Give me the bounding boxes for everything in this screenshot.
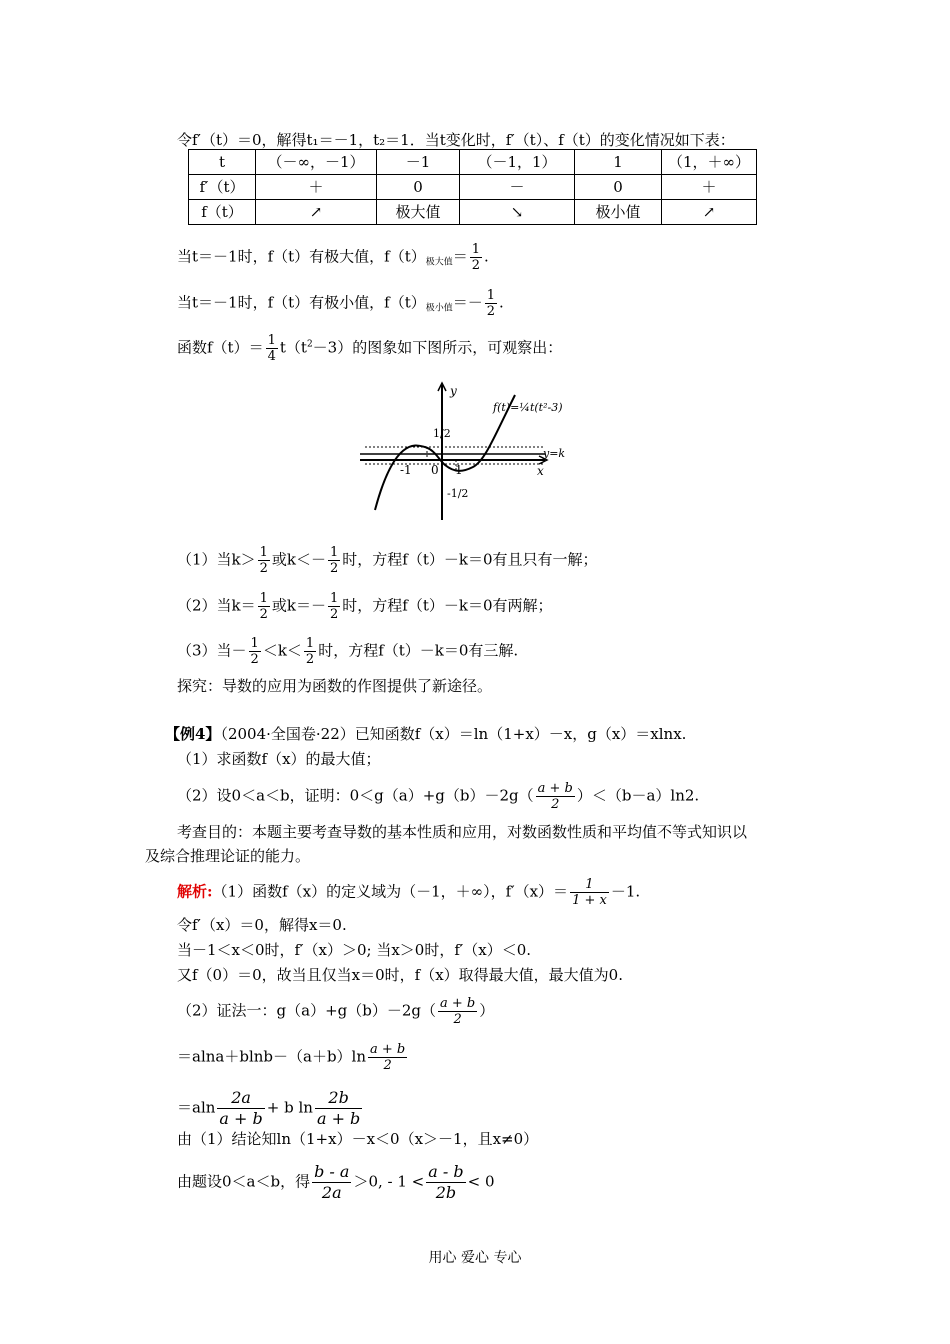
fraction: $\frac{1}{2}$ (471, 242, 481, 273)
fraction: $\frac{2a}{a + b}$ (219, 1088, 263, 1128)
purpose-line-1: 考查目的：本题主要考查导数的基本性质和应用，对数函数性质和平均值不等式知识以 (177, 823, 748, 841)
fraction: $\frac{1}{2}$ (305, 636, 315, 667)
y-axis-label: y (450, 384, 457, 398)
fraction: $\frac{1}{2}$ (330, 545, 339, 576)
case-1-line: （1）当k＞ $\frac{1}{2}$ 或k＜－ $\frac{1}{2}$ 时，方程f（t）－k＝0有且只有一解； (177, 545, 598, 576)
table-cell: 极大值 (377, 200, 460, 225)
fraction: $\frac{1}{2}$ (330, 591, 339, 622)
function-label: f(t)=¼t(t²-3) (493, 401, 563, 414)
table-cell: ＋ (256, 175, 377, 200)
table-cell: 极小值 (575, 200, 662, 225)
table-cell: ↗ (256, 200, 377, 225)
fraction: $\frac{a + b}{2}$ (440, 996, 476, 1027)
fraction: $\frac{a + b}{2}$ (537, 781, 573, 812)
fraction: $\frac{1}{4}$ (267, 333, 276, 364)
proof-line-4: 由（1）结论知ln（1+x）－x＜0（x＞－1，且x≠0） (177, 1130, 539, 1148)
table-cell: －1 (377, 150, 460, 175)
table-cell: f′（t） (189, 175, 256, 200)
table-cell: ↘ (460, 200, 575, 225)
example-4-line: 【例4】（2004·全国卷·22）已知函数f（x）＝ln（1+x）－x，g（x）＝xlnx. (165, 725, 687, 743)
proof-line-5: 由题设0＜a＜b，得 $\frac{b - a}{2a}$ ＞0, - 1 < $\frac{a - b}{2b}$ < 0 (177, 1162, 495, 1202)
fraction: $\frac{a + b}{2}$ (370, 1042, 406, 1073)
max-value-line: 当t＝－1时，f（t）有极大值，$f(t)_{极大值}=$ $\frac{1}{2}$ . (177, 242, 489, 273)
solution-step-4: 又f（0）＝0，故当且仅当x＝0时，f（x）取得最大值，最大值为0. (177, 966, 623, 984)
half-label: 1/2 (433, 427, 451, 440)
table-cell: 0 (377, 175, 460, 200)
graph-intro-line: 函数f（t）＝ $\frac{1}{4}$ $t(t^2-3)$的图象如下图所示，可观察出： (177, 333, 563, 364)
table-cell: ＋ (662, 175, 757, 200)
table-cell: － (460, 175, 575, 200)
intro-line: 令f′（t）＝0，解得t₁＝－1，t₂＝1．当t变化时，f′（t）、f（t）的变化情况如下表： (177, 131, 735, 149)
function-graph (355, 375, 580, 523)
page-footer: 用心 爱心 专心 (428, 1250, 522, 1266)
table-cell: f（t） (189, 200, 256, 225)
explore-line: 探究：导数的应用为函数的作图提供了新途径。 (177, 677, 493, 695)
table-cell: 1 (575, 150, 662, 175)
table-cell: （1，＋∞） (662, 150, 757, 175)
x-axis-label: x (537, 464, 544, 478)
variation-table (188, 149, 757, 225)
table-row (189, 200, 757, 225)
fraction: $\frac{b - a}{2a}$ (314, 1162, 350, 1202)
proof-line-3: ＝aln $\frac{2a}{a + b}$ + b ln $\frac{2b}{a + b}$ (177, 1088, 361, 1128)
neg-half-label: -1/2 (447, 487, 469, 500)
table-cell: （－∞，－1） (256, 150, 377, 175)
table-row (189, 150, 757, 175)
example-4-q2: （2）设0＜a＜b，证明：0＜g（a）+g（b）－2g（ $\frac{a + b}{2}$ ）＜（b－a）ln2. (177, 781, 700, 812)
line-label: y=k (543, 447, 566, 460)
fraction: $\frac{1}{2}$ (259, 545, 268, 576)
fraction: $\frac{1}{1 + x}$ (572, 877, 607, 908)
proof-line-2: ＝alna＋blnb－（a＋b）ln $\frac{a + b}{2}$ (177, 1042, 406, 1073)
fraction: $\frac{a - b}{2b}$ (428, 1162, 464, 1202)
solution-step-3: 当－1＜x＜0时，f′（x）＞0; 当x＞0时，f′（x）＜0. (177, 941, 532, 959)
table-row (189, 175, 757, 200)
fraction: $\frac{1}{2}$ (250, 636, 259, 667)
solution-step-2: 令f′（x）＝0，解得x＝0. (177, 916, 347, 934)
table-cell: ↗ (662, 200, 757, 225)
fraction: $\frac{1}{2}$ (486, 288, 496, 319)
proof-line-1: （2）证法一：g（a）+g（b）－2g（ $\frac{a + b}{2}$ ） (177, 996, 495, 1027)
case-2-line: （2）当k＝ $\frac{1}{2}$ 或k＝－ $\frac{1}{2}$ 时，方程f（t）－k＝0有两解； (177, 591, 553, 622)
fraction: $\frac{1}{2}$ (259, 591, 268, 622)
table-cell: 0 (575, 175, 662, 200)
purpose-line-2: 及综合推理论证的能力。 (145, 847, 311, 865)
case-3-line: （3）当－ $\frac{1}{2}$ ＜k＜ $\frac{1}{2}$ 时，方程f（t）－k＝0有三解. (177, 636, 519, 667)
min-value-line: 当t＝－1时，f（t）有极小值，$f(t)_{极小值}=-$ $\frac{1}{2}$ . (177, 288, 504, 319)
fraction: $\frac{2b}{a + b}$ (316, 1088, 361, 1128)
table-cell: （－1，1） (460, 150, 575, 175)
solution-line: 解析:（1）函数f（x）的定义域为（－1，＋∞），f′（x）＝ $\frac{1}{1 + x}$ －1. (177, 877, 641, 908)
neg-one-label: -1 (400, 463, 412, 477)
table-cell: t (189, 150, 256, 175)
origin-label: 0 (431, 463, 439, 477)
example-4-q1: （1）求函数f（x）的最大值； (177, 750, 381, 768)
pos-one-label: 1 (455, 463, 463, 477)
